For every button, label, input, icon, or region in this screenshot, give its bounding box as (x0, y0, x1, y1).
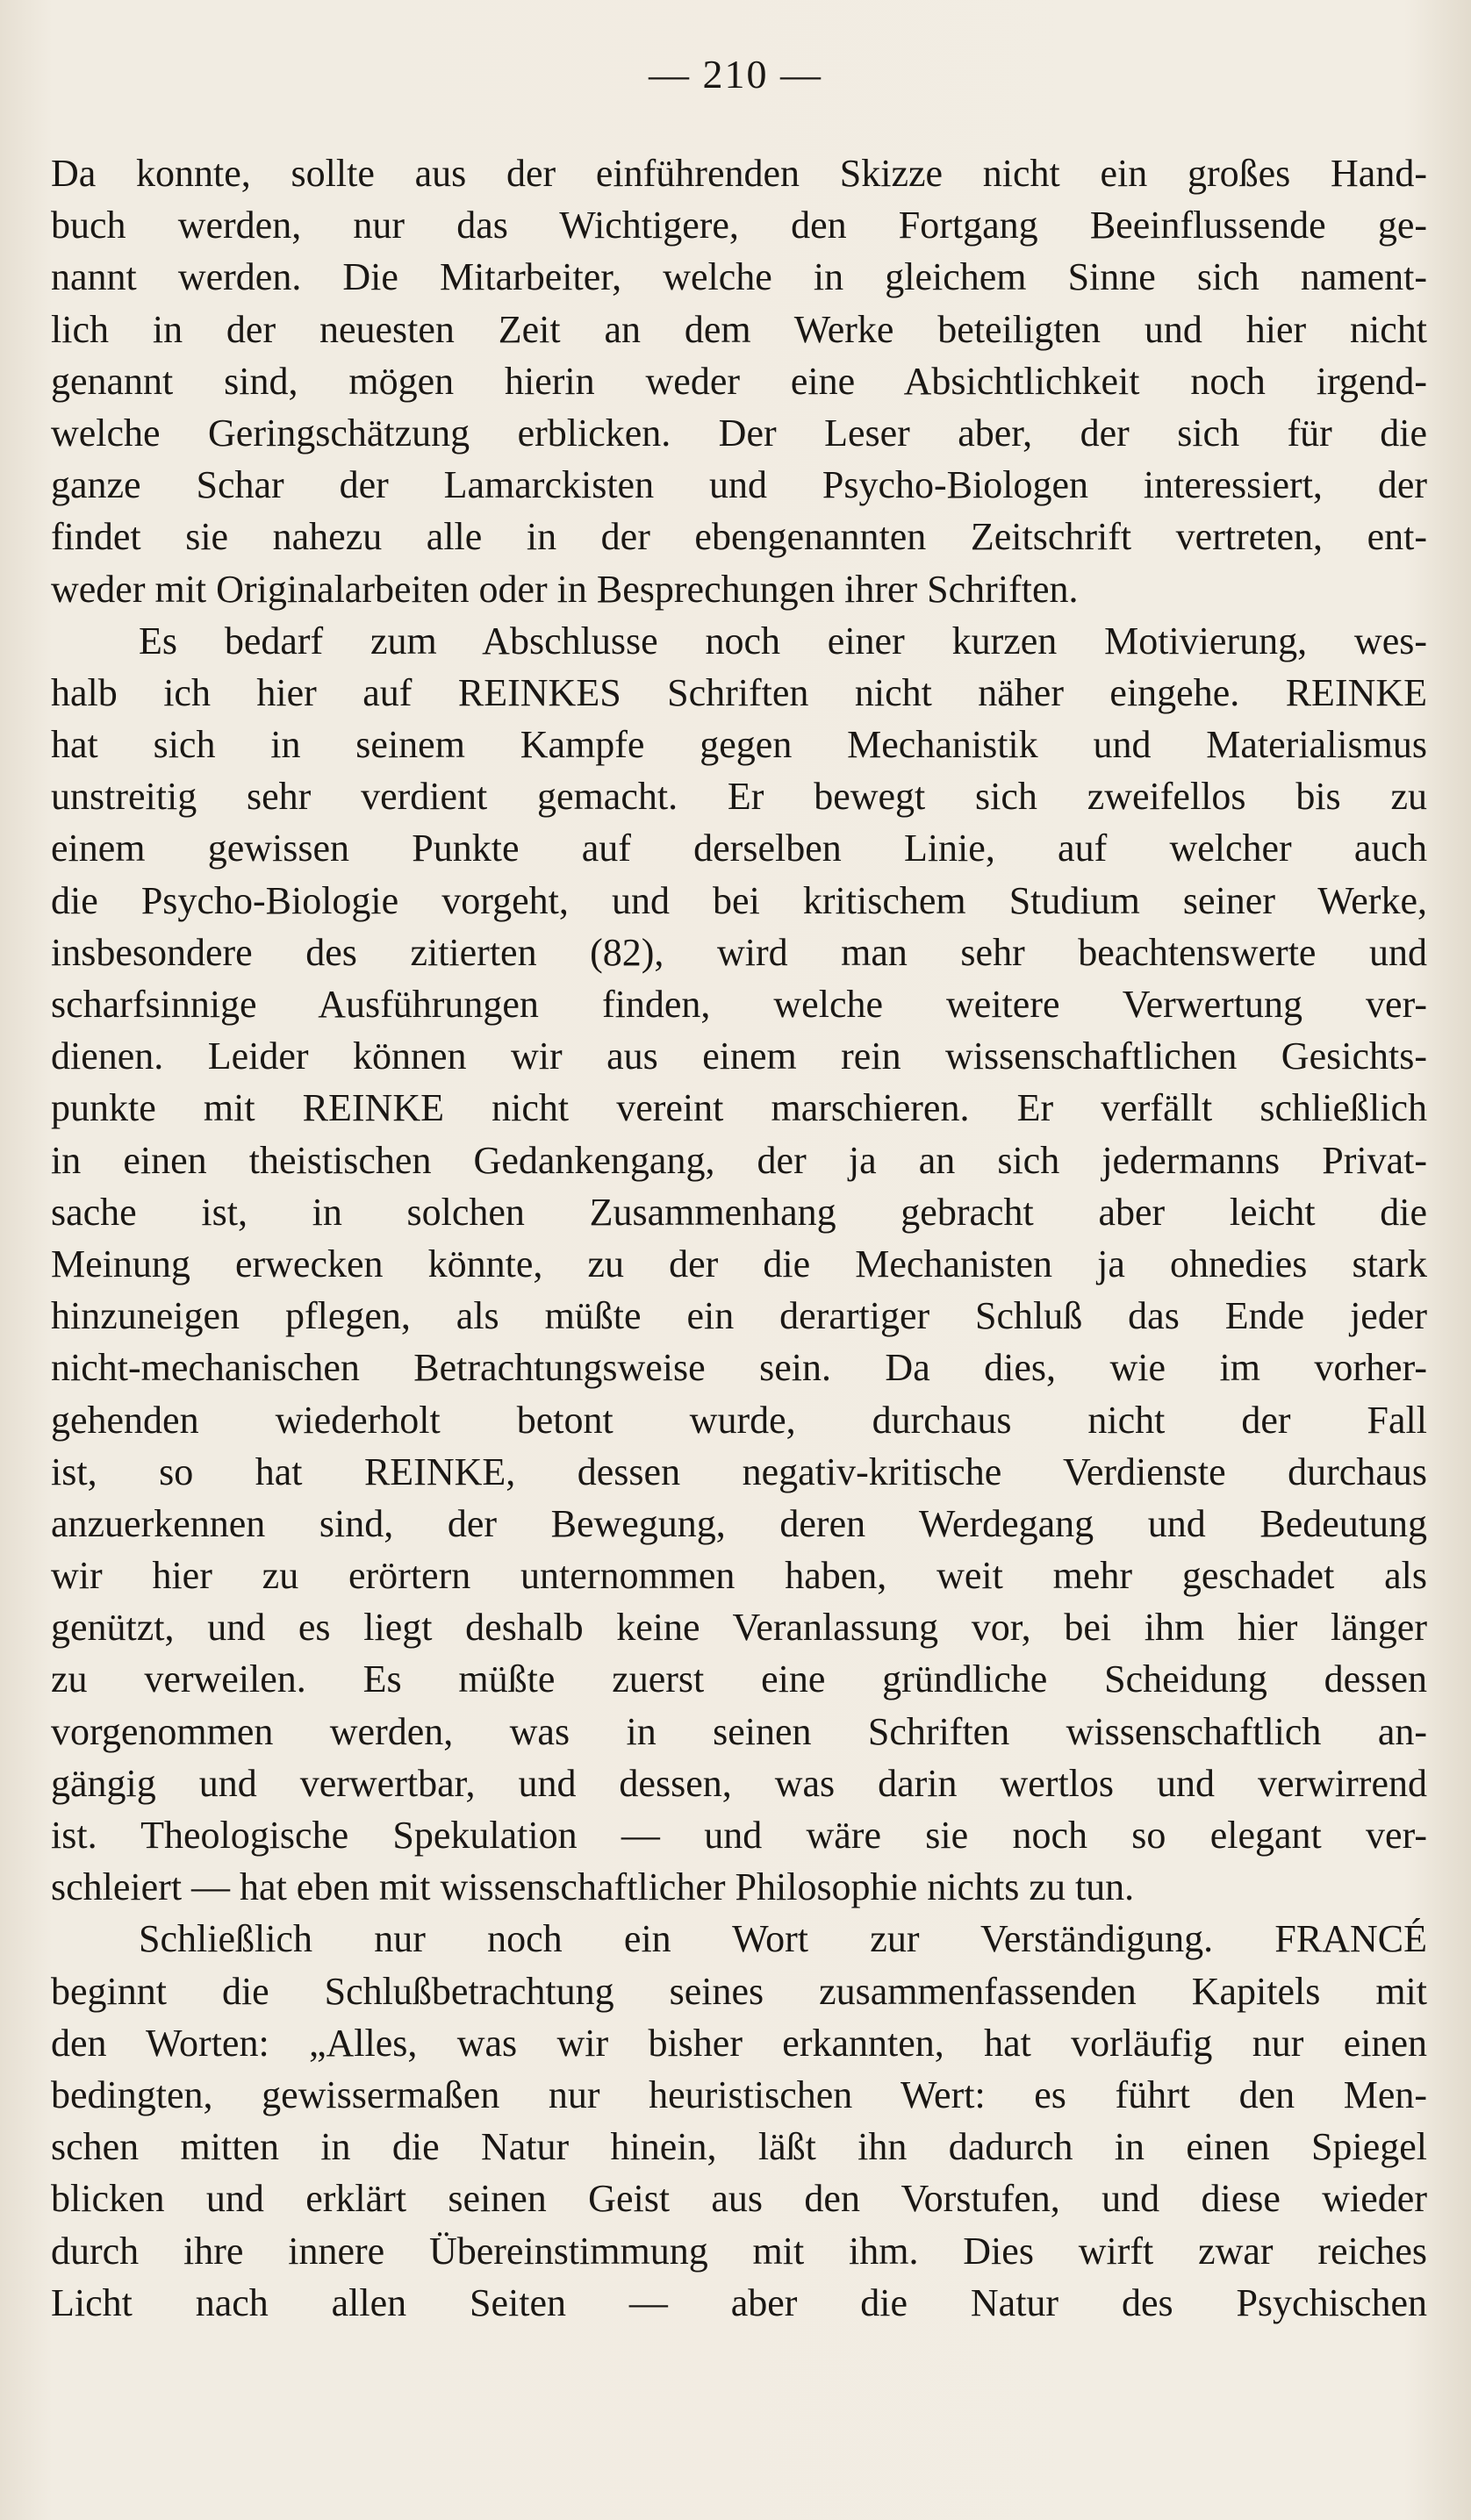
paragraph-end-line: weder mit Originalarbeiten oder in Besprechungen ihrer Schriften. (51, 567, 1079, 611)
text-line: genützt, und es liegt deshalb keine Veranlassung vor, bei ihm hier länger (51, 1606, 1427, 1650)
text-line: Meinung erwecken könnte, zu der die Mechanisten ja ohnedies stark (51, 1242, 1427, 1285)
text-line: gehenden wiederholt betont wurde, durchaus nicht der Fall (51, 1398, 1427, 1442)
text-line: insbesondere des zitierten (82), wird man sehr beachtenswerte und (51, 930, 1427, 974)
text-line: hat sich in seinem Kampfe gegen Mechanistik und Materialismus (51, 723, 1427, 767)
text-line: bedingten, gewissermaßen nur heuristischen Wert: es führt den Men- (51, 2073, 1427, 2116)
text-line: nicht-mechanischen Betrachtungsweise sein. Da dies, wie im vorher- (51, 1346, 1427, 1390)
text-line: gängig und verwertbar, und dessen, was darin wertlos und verwirrend (51, 1761, 1427, 1805)
text-line: halb ich hier auf REINKES Schriften nicht näher eingehe. REINKE (51, 670, 1427, 714)
text-line: punkte mit REINKE nicht vereint marschieren. Er verfällt schließlich (51, 1086, 1427, 1130)
text-line: unstreitig sehr verdient gemacht. Er bewegt sich zweifellos bis zu (51, 775, 1427, 819)
text-line: genannt sind, mögen hierin weder eine Absichtlichkeit noch irgend- (51, 359, 1427, 403)
text-line: die Psycho-Biologie vorgeht, und bei kritischem Studium seiner Werke, (51, 878, 1427, 922)
text-line: Licht nach allen Seiten — aber die Natur des Psychischen (51, 2280, 1427, 2324)
text-line: welche Geringschätzung erblicken. Der Leser aber, der sich für die (51, 411, 1427, 455)
text-line: buch werden, nur das Wichtigere, den Fortgang Beeinflussende ge- (51, 204, 1427, 247)
text-line: blicken und erklärt seinen Geist aus den Vorstufen, und diese wieder (51, 2177, 1427, 2221)
text-line: wir hier zu erörtern unternommen haben, weit mehr geschadet als (51, 1554, 1427, 1598)
paragraph-start-line: Schließlich nur noch ein Wort zur Verständigung. FRANCÉ (139, 1917, 1427, 1961)
text-line: lich in der neuesten Zeit an dem Werke beteiligten und hier nicht (51, 307, 1427, 351)
text-line: Da konnte, sollte aus der einführenden Skizze nicht ein großes Hand- (51, 152, 1427, 195)
text-line: vorgenommen werden, was in seinen Schriften wissenschaftlich an- (51, 1709, 1427, 1753)
text-line: den Worten: „Alles, was wir bisher erkannten, hat vorläufig nur einen (51, 2021, 1427, 2065)
paragraph-end-line: schleiert — hat eben mit wissenschaftlicher Philosophie nichts zu tun. (51, 1865, 1135, 1909)
text-body (51, 147, 1427, 2329)
text-line: sache ist, in solchen Zusammenhang gebracht aber leicht die (51, 1190, 1427, 1234)
text-line: beginnt die Schlußbetrachtung seines zusammenfassenden Kapitels mit (51, 1969, 1427, 2013)
text-line: nannt werden. Die Mitarbeiter, welche in gleichem Sinne sich nament- (51, 255, 1427, 299)
text-line: scharfsinnige Ausführungen finden, welche weitere Verwertung ver- (51, 983, 1427, 1026)
text-line: hinzuneigen pflegen, als müßte ein derartiger Schluß das Ende jeder (51, 1294, 1427, 1338)
text-line: findet sie nahezu alle in der ebengenannten Zeitschrift vertreten, ent- (51, 515, 1427, 559)
text-line: in einen theistischen Gedankengang, der ja an sich jedermanns Privat- (51, 1138, 1427, 1182)
text-line: ist, so hat REINKE, dessen negativ-kritische Verdienste durchaus (51, 1450, 1427, 1493)
text-line: ist. Theologische Spekulation — und wäre sie noch so elegant ver- (51, 1814, 1427, 1857)
paragraph-start-line: Es bedarf zum Abschlusse noch einer kurzen Motivierung, wes- (139, 619, 1427, 662)
text-line: dienen. Leider können wir aus einem rein wissenschaftlichen Gesichts- (51, 1034, 1427, 1078)
text-line: schen mitten in die Natur hinein, läßt ihn dadurch in einen Spiegel (51, 2125, 1427, 2169)
text-line: zu verweilen. Es müßte zuerst eine gründliche Scheidung dessen (51, 1657, 1427, 1701)
text-line: einem gewissen Punkte auf derselben Linie, auf welcher auch (51, 827, 1427, 870)
text-line: ganze Schar der Lamarckisten und Psycho-Biologen interessiert, der (51, 463, 1427, 507)
page-number: — 210 — (649, 52, 822, 97)
text-line: anzuerkennen sind, der Bewegung, deren Werdegang und Bedeutung (51, 1501, 1427, 1545)
text-line: durch ihre innere Übereinstimmung mit ihm. Dies wirft zwar reiches (51, 2229, 1427, 2273)
